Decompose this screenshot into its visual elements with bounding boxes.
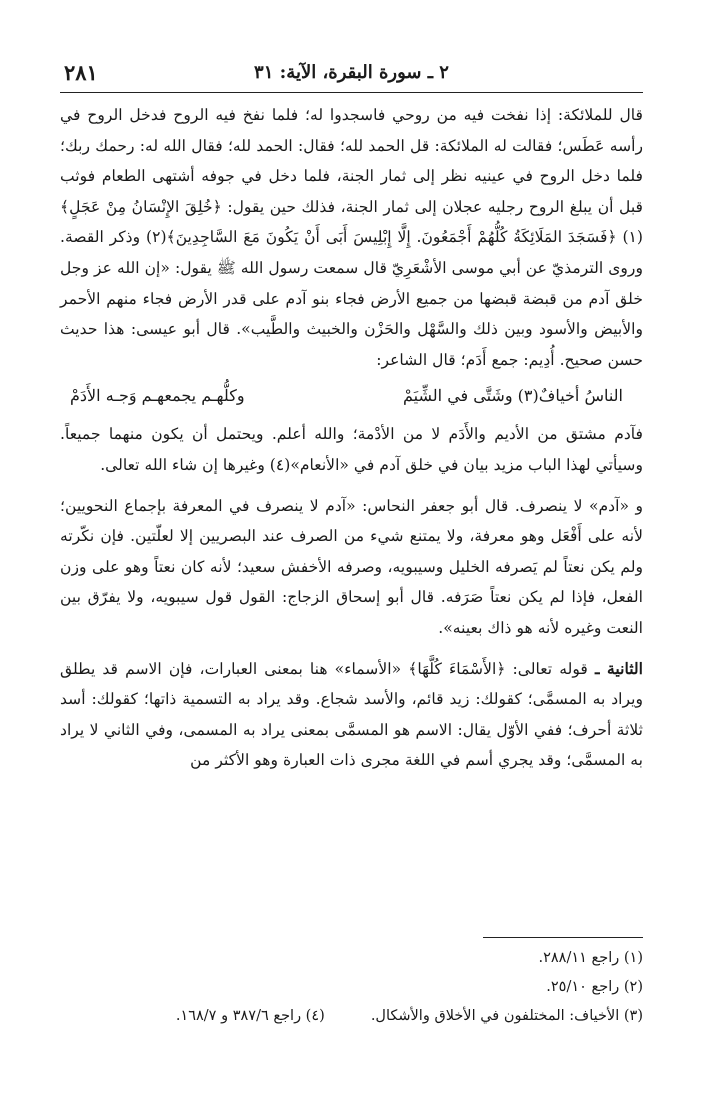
paragraph-adam-etymology: فآدم مشتق من الأديم والأَدَم لا من الأدْمة؛ والله أعلم. ويحتمل أن يكون منهما جميعاً. وسيأتي لهذا الباب مزيد بيان في خلق آدم في «الأنعام»(٤) وغيرها إن شاء الله تعالى. (60, 425, 643, 474)
issue-text: قوله تعالى: ﴿الأَسْمَاءَ كُلَّهَا﴾ «الأسماء» هنا بمعنى العبارات، فإن الاسم قد يطلق ويراد به المسمَّى؛ كقولك: زيد قائم، والأسد شجاع. وقد يراد به التسمية ذاتها؛ كقولك: أسد ثلاثة أحرف؛ ففي الأوّل يقال: الاسم هو المسمَّى بمعنى يراد به المسمى، وفي الثاني لا يراد به المسمَّى؛ وقد يجري أسم في اللغة مجرى ذات العبارة وهو الأكثر من (60, 659, 643, 770)
footnote-2: (٢) راجع ٢٥/١٠. (546, 979, 643, 995)
poem-verse (60, 375, 643, 419)
footnotes (60, 937, 643, 1031)
poem-hemistich-left: وكلُّهـم يجمعهـم وَجـه الأَدَمْ (70, 386, 245, 406)
issue-heading: الثانية ـ (594, 658, 643, 678)
running-title: ٢ ـ سورة البقرة، الآية: ٣١ (254, 62, 449, 83)
footnote-4: (٤) راجع ٣٨٧/٦ و ١٦٨/٧. (175, 1008, 325, 1024)
footnote-divider (483, 937, 643, 938)
paragraph-adam-grammar: و «آدم» لا ينصرف. قال أبو جعفر النحاس: «آدم لا ينصرف في المعرفة بإجماع النحويين؛ لأنه على أَفْعَل وهو معرفة، ولا يمتنع شيء من الصرف عند البصريين إلا لعلّتين. فإن نكّرته ولم يكن نعتاً لم يَصرفه الخليل وسيبويه، وصرفه الأخفش سعيد؛ لأنه كان نعتاً وهو على وزن الفعل، فإذا لم يكن نعتاً صَرَفه. قال أبو إسحاق الزجاج: القول قول سيبويه، ولا يفرّق بين النعت وغيره لأنه هو ذاك بعينه». (60, 496, 643, 637)
paragraph-second-issue (60, 654, 643, 776)
footnote-row-3-4 (60, 1002, 643, 1031)
poem-hemistich-right: الناسُ أخيافٌ(٣) وشَتَّى في الشِّيَمْ (403, 386, 623, 406)
paragraph-creation-of-adam: قال للملائكة: إذا نفخت فيه من روحي فاسجدوا له؛ فلما نفخ فيه الروح فدخل الروح في رأسه عَطَس؛ فقالت له الملائكة: قل الحمد لله؛ فقال: الحمد لله؛ فقال الله له: رحمك ربك؛ فلما دخل الروح في عينيه نظر إلى ثمار الجنة، فلما دخل في جوفه أشتهى الطعام فوثب قبل أن يبلغ الروح رجليه عجلان إلى ثمار الجنة، فذلك حين يقول: ﴿خُلِقَ الإِنْسَانُ مِنْ عَجَلٍ﴾(١) ﴿فَسَجَدَ المَلَائِكَةُ كُلُّهُمْ أَجْمَعُونَ. إِلَّا إِبْلِيسَ أَبَى أَنْ يَكُونَ مَعَ السَّاجِدِينَ﴾(٢) وذكر القصة. وروى الترمذيّ عن أبي موسى الأشْعَرِيّ قال سمعت رسول الله ﷺ يقول: «إن الله عز وجل خلق آدم من قبضة قبضها من جميع الأرض فجاء بنو آدم على قدر الأرض فجاء منهم الأحمر والأبيض والأسود وبين ذلك والسَّهْل والحَزْن والخبيث والطَّيب». قال أبو عيسى: هذا حديث حسن صحيح. أُدِيم: جمع أَدَم؛ قال الشاعر: (60, 106, 644, 369)
page-header (60, 58, 643, 93)
footnote-3: (٣) الأخياف: المختلفون في الأخلاق والأشكال. (370, 1008, 643, 1024)
footnote-1: (١) راجع ٢٨٨/١١. (538, 950, 643, 966)
page-number: ٢٨١ (64, 60, 98, 85)
main-text (60, 100, 643, 776)
